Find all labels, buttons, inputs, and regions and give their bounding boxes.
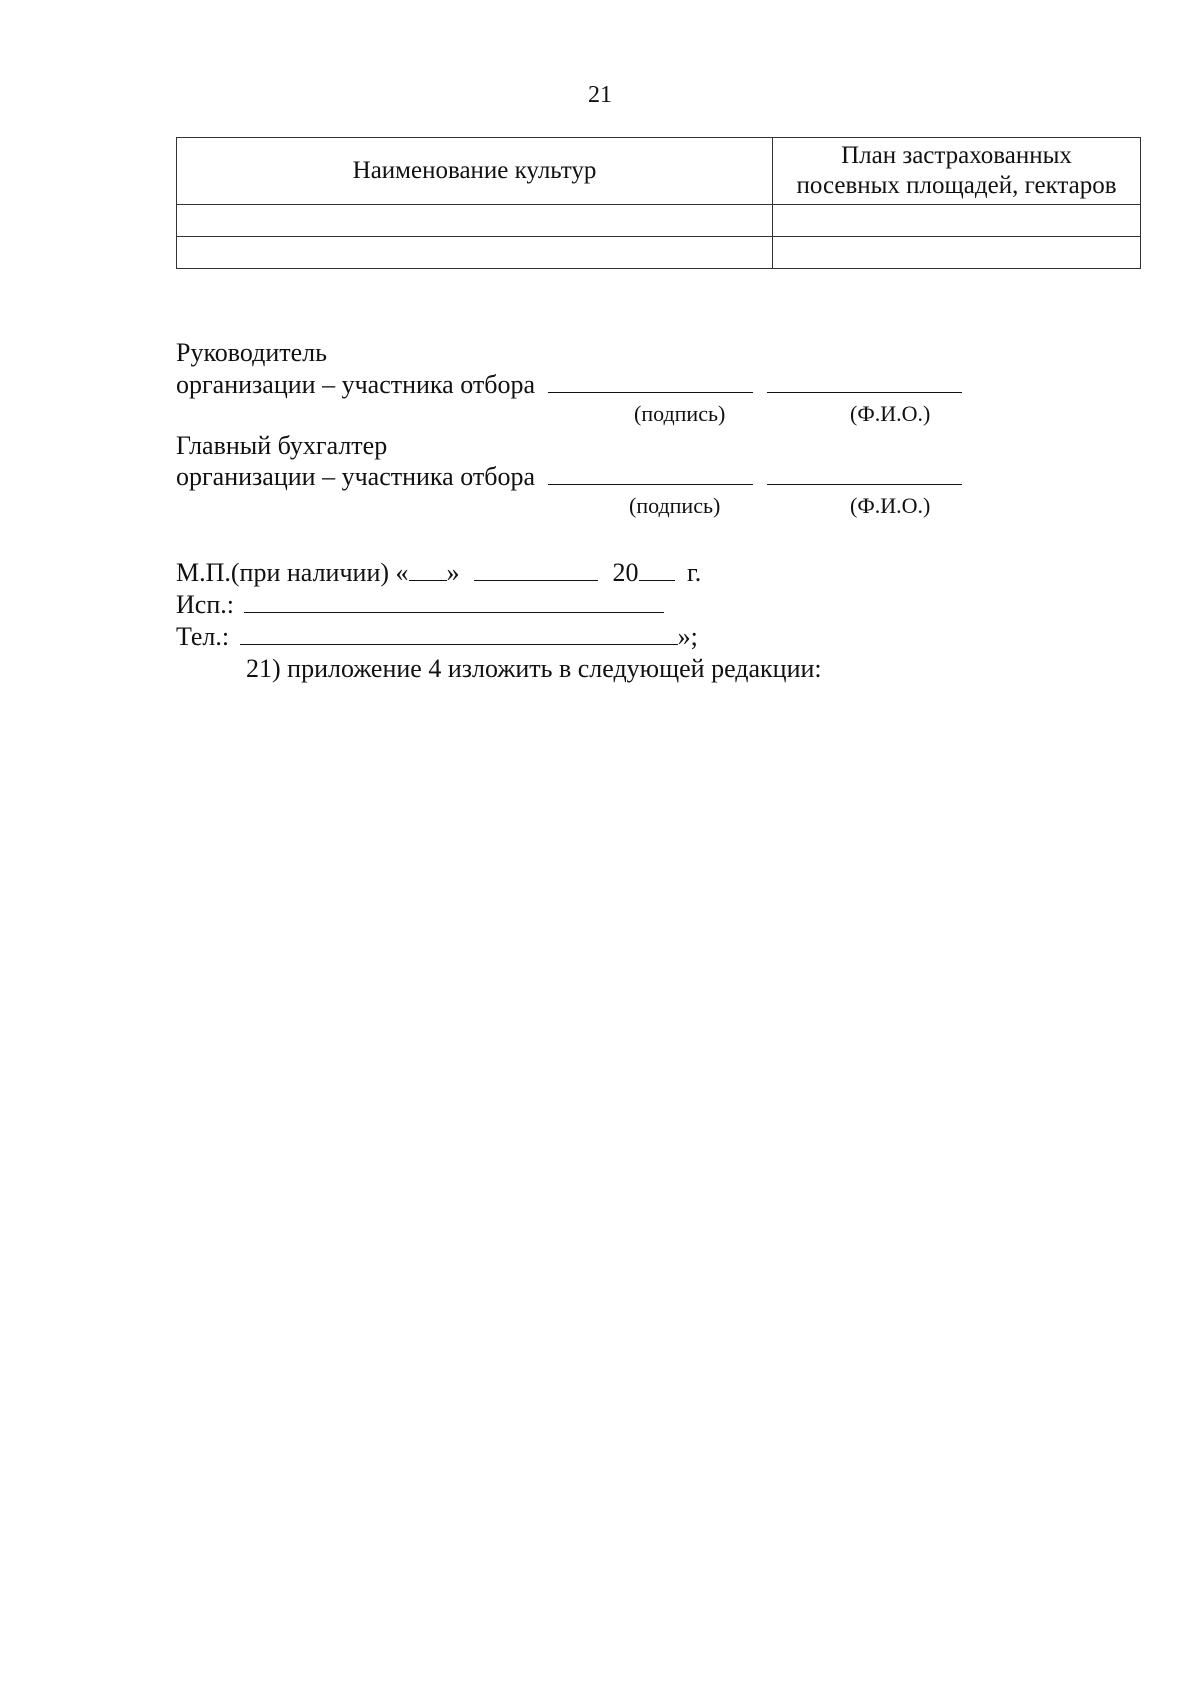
head-org-label: организации – участника отбора [176, 370, 535, 399]
head-title: Руководитель [176, 338, 327, 367]
header-crop-name: Наименование культур [177, 138, 773, 205]
accountant-title: Главный бухгалтер [176, 431, 388, 460]
phone-blank [240, 622, 678, 645]
table-cell [177, 237, 773, 269]
crops-table [176, 137, 1141, 269]
table-cell [773, 205, 1141, 237]
accountant-sign-caption: (подпись) [629, 493, 721, 518]
table-cell [177, 205, 773, 237]
header-insured-area [773, 138, 1141, 205]
accountant-org-label: организации – участника отбора [176, 462, 535, 491]
head-signature-blank [548, 370, 753, 393]
executor-blank [244, 590, 664, 613]
head-name-caption: (Ф.И.О.) [850, 401, 931, 426]
quote-close: » [446, 558, 460, 587]
executor-label: Исп.: [176, 590, 234, 619]
table-row [177, 205, 1141, 237]
month-blank [474, 558, 598, 581]
day-blank [409, 558, 447, 581]
stamp-date-line [176, 558, 701, 588]
head-signature-line [176, 370, 962, 400]
phone-line [176, 622, 698, 652]
table-row [177, 237, 1141, 269]
stamp-label: М.П.(при наличии) « [176, 558, 409, 587]
phone-end: »; [677, 622, 698, 651]
accountant-signature-blank [548, 462, 753, 485]
accountant-signature-line [176, 462, 962, 492]
header-insured-area-line2: посевных площадей, гектаров [796, 172, 1117, 199]
closing-paragraph: 21) приложение 4 изложить в следующей редакции: [246, 654, 822, 683]
accountant-name-blank [767, 462, 962, 485]
head-name-blank [767, 370, 962, 393]
page-number: 21 [588, 82, 612, 108]
accountant-name-caption: (Ф.И.О.) [850, 493, 931, 518]
year-prefix: 20 [612, 558, 639, 587]
header-insured-area-line1: План застрахованных [841, 142, 1072, 169]
table-header-row [177, 138, 1141, 205]
table-cell [773, 237, 1141, 269]
phone-label: Тел.: [176, 622, 230, 651]
year-suffix: г. [687, 558, 702, 587]
year-blank [639, 558, 675, 581]
executor-line [176, 590, 664, 620]
head-sign-caption: (подпись) [634, 401, 726, 426]
